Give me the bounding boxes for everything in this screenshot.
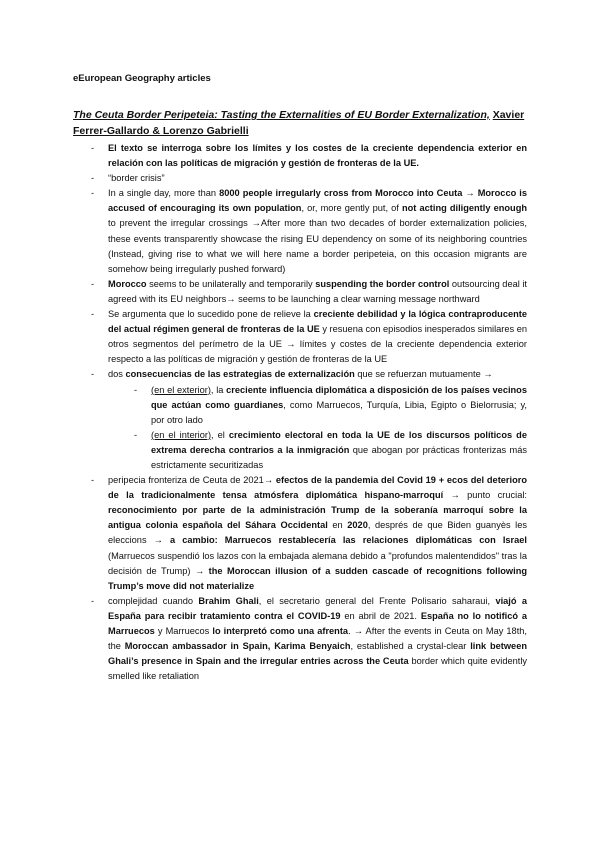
article-title: The Ceuta Border Peripeteia: Tasting the Externalities of EU Border Externalization,: [73, 109, 490, 121]
list-item: - complejidad cuando Brahim Ghali, el secretario general del Frente Polisario saharaui, viajó a España para recibir tratamiento contra el COVID-19 en abril de 2021. España no lo notificó a Marruecos y Marruecos lo interpretó como una afrenta. → After the events in Ceuta on May 18th, the Moroccan ambassador in Spain, Karima Benyaich, established a crystal-clear link between Ghali’s presence in Spain and the irregular entries across the Ceuta border which quite evidently smelled like retaliation: [91, 594, 527, 685]
article-header: [73, 107, 528, 139]
list-item: - Morocco seems to be unilaterally and temporarily suspending the border control outsourcing deal it agreed with its EU neighbors→ seems to be launching a clear warning message northward: [91, 277, 527, 307]
list-item: - In a single day, more than 8000 people irregularly cross from Morocco into Ceuta → Morocco is accused of encouraging its own population, or, more gently put, of not acting diligently enough to prevent the irregular crossings →After more than two decades of border externalization policies, these events transparently showcase the rising EU dependency on some of its neighboring countries (Instead, giving rise to what we will here name a border peripeteia, on this occasion migrants are somehow being irregularly pushed forward): [91, 186, 527, 277]
list-item: - Se argumenta que lo sucedido pone de relieve la creciente debilidad y la lógica contraproducente del actual régimen general de fronteras de la UE y resuena con episodios inesperados similares en otros segmentos del perímetro de la UE → límites y costes de la creciente dependencia exterior respecto a las políticas de migración y gestión de fronteras de la UE: [91, 307, 527, 367]
sub-list-item: - (en el exterior), la creciente influencia diplomática a disposición de los países vecinos que actúan como guardianes, como Marruecos, Turquía, Libia, Egipto o Bielorrusia; y, por otro lado: [108, 383, 527, 428]
sub-list: [108, 383, 527, 474]
article-authors-part2: Ferrer-Gallardo & Lorenzo Gabrielli: [73, 125, 249, 137]
article-authors-part1: Xavier: [492, 109, 525, 121]
list-item: - dos consecuencias de las estrategias de externalización que se refuerzan mutuamente → - (en el exterior), la creciente influencia diplomática a disposición de los países vecinos que actúan como guardianes, como Marruecos, Turquía, Libia, Egipto o Bielorrusia; y, por otro lado - (en el interior), el crecimiento electoral en toda la UE de los discursos políticos de extrema derecha contrarios a la inmigración que abogan por prácticas fronterizas más estrictamente securitizadas: [91, 367, 527, 473]
page-heading: eEuropean Geography articles: [73, 73, 211, 84]
list-item: - “border crisis”: [91, 171, 527, 186]
list-item: - peripecia fronteriza de Ceuta de 2021→ efectos de la pandemia del Covid 19 + ecos del deterioro de la tradicionalmente tensa atmósfera diplomática hispano-marroquí → punto crucial: reconocimiento por parte de la administración Trump de la soberanía marroquí sobre la antigua colonia española del Sáhara Occidental en 2020, després de que Biden guanyès les eleccions → a cambio: Marruecos restablecería las relaciones diplomáticas con Israel (Marruecos suspendió los lazos con la embajada alemana debido a "profundos malentendidos" tras la decisión de Trump) → the Moroccan illusion of a sudden cascade of recognitions following Trump’s move did not materialize: [91, 473, 527, 594]
list-item: - El texto se interroga sobre los límites y los costes de la creciente dependencia exterior en relación con las políticas de migración y gestión de fronteras de la UE.: [91, 141, 527, 171]
sub-list-item: - (en el interior), el crecimiento electoral en toda la UE de los discursos políticos de extrema derecha contrarios a la inmigración que abogan por prácticas fronterizas más estrictamente securitizadas: [108, 428, 527, 473]
notes-list: [91, 141, 527, 684]
